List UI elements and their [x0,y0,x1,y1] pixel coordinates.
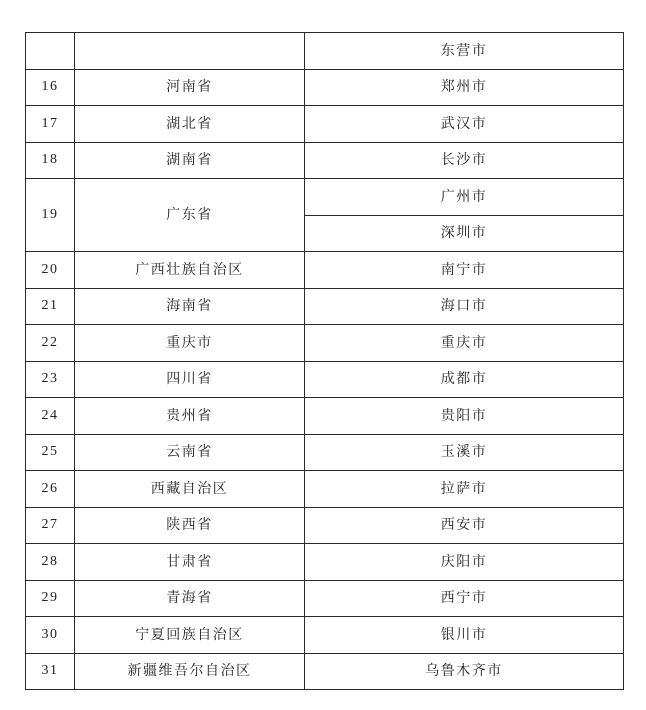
province-cell: 西藏自治区 [75,471,305,508]
row-number-cell: 19 [26,179,75,252]
city-cell: 西安市 [305,507,624,544]
city-cell: 成都市 [305,361,624,398]
row-number-cell: 17 [26,106,75,143]
city-cell: 乌鲁木齐市 [305,653,624,690]
table-row [26,580,624,617]
table-row [26,106,624,143]
city-list-table [25,32,624,690]
province-cell: 陕西省 [75,507,305,544]
row-number-cell: 26 [26,471,75,508]
row-number-cell: 20 [26,252,75,289]
province-cell: 宁夏回族自治区 [75,617,305,654]
table-row [26,471,624,508]
city-cell: 拉萨市 [305,471,624,508]
city-cell: 郑州市 [305,69,624,106]
row-number-cell: 22 [26,325,75,362]
table-row [26,398,624,435]
row-number-cell: 27 [26,507,75,544]
city-cell: 庆阳市 [305,544,624,581]
table-row [26,288,624,325]
city-cell: 长沙市 [305,142,624,179]
province-cell [75,33,305,70]
province-cell: 新疆维吾尔自治区 [75,653,305,690]
table-row [26,361,624,398]
row-number-cell: 30 [26,617,75,654]
province-cell: 四川省 [75,361,305,398]
row-number-cell: 16 [26,69,75,106]
province-cell: 重庆市 [75,325,305,362]
city-cell: 玉溪市 [305,434,624,471]
city-cell: 深圳市 [305,215,624,252]
row-number-cell [26,33,75,70]
province-cell: 广东省 [75,179,305,252]
table-row [26,434,624,471]
table-row [26,617,624,654]
table-row [26,544,624,581]
row-number-cell: 25 [26,434,75,471]
table-row [26,69,624,106]
city-cell: 贵阳市 [305,398,624,435]
row-number-cell: 31 [26,653,75,690]
row-number-cell: 23 [26,361,75,398]
city-cell: 南宁市 [305,252,624,289]
table-row [26,179,624,216]
province-cell: 甘肃省 [75,544,305,581]
city-cell: 东营市 [305,33,624,70]
province-cell: 湖北省 [75,106,305,143]
row-number-cell: 29 [26,580,75,617]
table-row [26,252,624,289]
city-cell: 银川市 [305,617,624,654]
row-number-cell: 28 [26,544,75,581]
province-cell: 海南省 [75,288,305,325]
table-row [26,325,624,362]
table-row [26,507,624,544]
province-cell: 云南省 [75,434,305,471]
city-cell: 西宁市 [305,580,624,617]
province-cell: 河南省 [75,69,305,106]
city-cell: 重庆市 [305,325,624,362]
table-row [26,653,624,690]
province-cell: 湖南省 [75,142,305,179]
table-body [26,33,624,690]
table-row [26,33,624,70]
city-cell: 武汉市 [305,106,624,143]
row-number-cell: 21 [26,288,75,325]
table-row [26,142,624,179]
city-cell: 海口市 [305,288,624,325]
row-number-cell: 24 [26,398,75,435]
city-cell: 广州市 [305,179,624,216]
province-cell: 广西壮族自治区 [75,252,305,289]
row-number-cell: 18 [26,142,75,179]
province-cell: 青海省 [75,580,305,617]
province-cell: 贵州省 [75,398,305,435]
